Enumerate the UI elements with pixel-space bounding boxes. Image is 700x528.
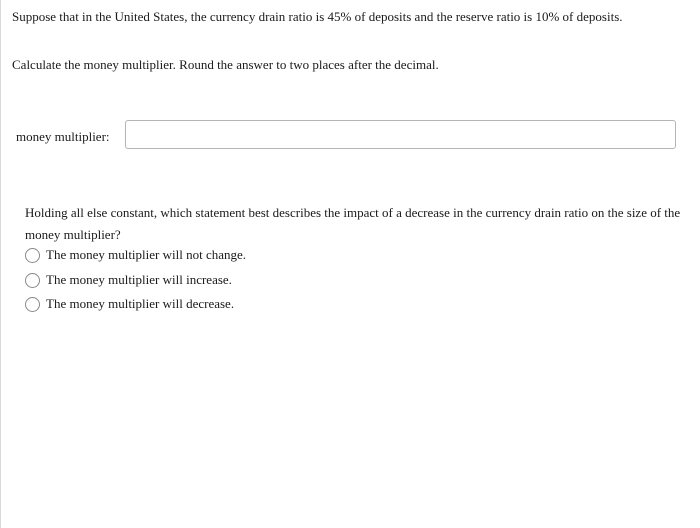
option-not-change[interactable] xyxy=(25,246,425,271)
answer-row xyxy=(16,120,678,152)
problem-intro: Suppose that in the United States, the currency drain ratio is 45% of deposits and the reserve ratio is 10% of deposits. xyxy=(12,9,623,24)
question-text: Holding all else constant, which statement best describes the impact of a decrease in the currency drain ratio on the size of the money multiplier? xyxy=(25,205,681,242)
money-multiplier-input[interactable] xyxy=(125,120,676,149)
answer-options xyxy=(25,246,425,320)
option-decrease[interactable] xyxy=(25,295,425,320)
money-multiplier-label: money multiplier: xyxy=(16,129,110,144)
radio-button[interactable] xyxy=(25,273,40,288)
left-border xyxy=(0,0,1,528)
option-increase[interactable] xyxy=(25,271,425,296)
radio-button[interactable] xyxy=(25,248,40,263)
option-label: The money multiplier will increase. xyxy=(46,271,232,287)
option-label: The money multiplier will not change. xyxy=(46,247,247,262)
radio-button[interactable] xyxy=(25,297,40,312)
option-label: The money multiplier will decrease. xyxy=(46,296,235,311)
problem-instruction: Calculate the money multiplier. Round the answer to two places after the decimal. xyxy=(12,57,439,72)
